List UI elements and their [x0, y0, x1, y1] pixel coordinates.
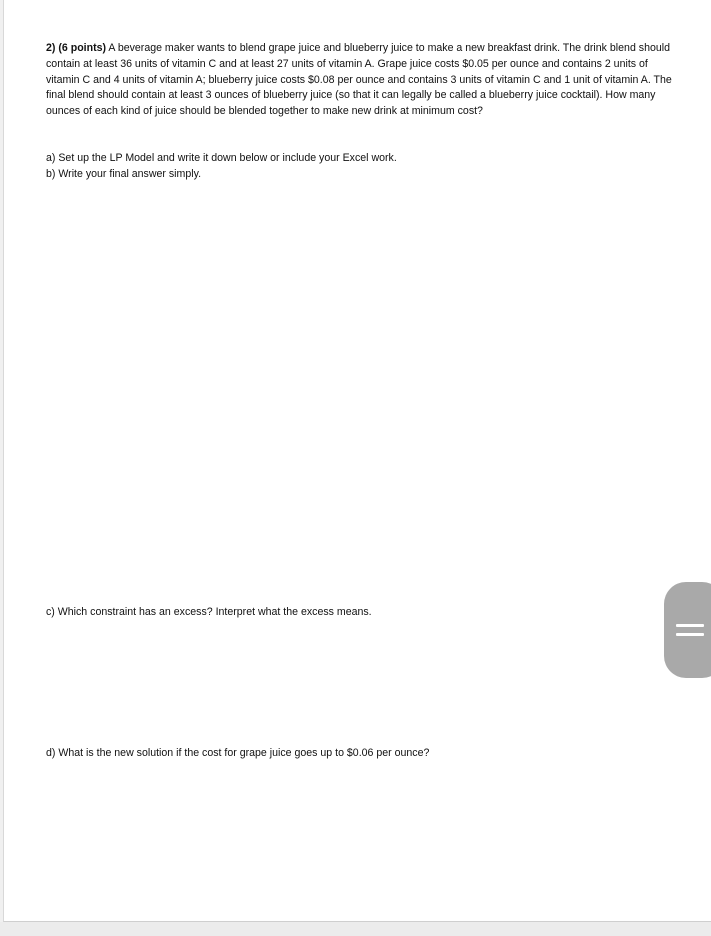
double-bar-handle-icon: [676, 624, 704, 627]
double-bar-handle-icon-lower: [676, 633, 704, 636]
problem-text: A beverage maker wants to blend grape juice and blueberry juice to make a new breakfast drink. The drink blend should contain at least 36 units of vitamin C and at least 27 units of vitamin A. Grape juice costs $0.05 per ounce and contains 2 units of vitamin C and 4 units of vitamin A; blueberry juice costs $0.08 per ounce and contains 3 units of vitamin C and 1 unit of vitamin A. The final blend should contain at least 3 ounces of blueberry juice (so that it can legally be called a blueberry juice cocktail). How many ounces of each kind of juice should be blended together to make new drink at minimum cost?: [46, 42, 672, 118]
bottom-scroll-area: [0, 922, 711, 936]
part-d-text: d) What is the new solution if the cost for grape juice goes up to $0.06 per ounce?: [46, 747, 430, 759]
side-drawer-handle[interactable]: [664, 582, 711, 678]
part-a-text: a) Set up the LP Model and write it down below or include your Excel work.: [46, 152, 397, 164]
question-parts-ab: [46, 151, 666, 183]
document-page: [3, 0, 711, 922]
problem-number: 2) (6 points): [46, 42, 107, 54]
problem-statement: [46, 41, 678, 120]
part-c-text: c) Which constraint has an excess? Interpret what the excess means.: [46, 606, 372, 618]
part-b-text: b) Write your final answer simply.: [46, 167, 202, 180]
